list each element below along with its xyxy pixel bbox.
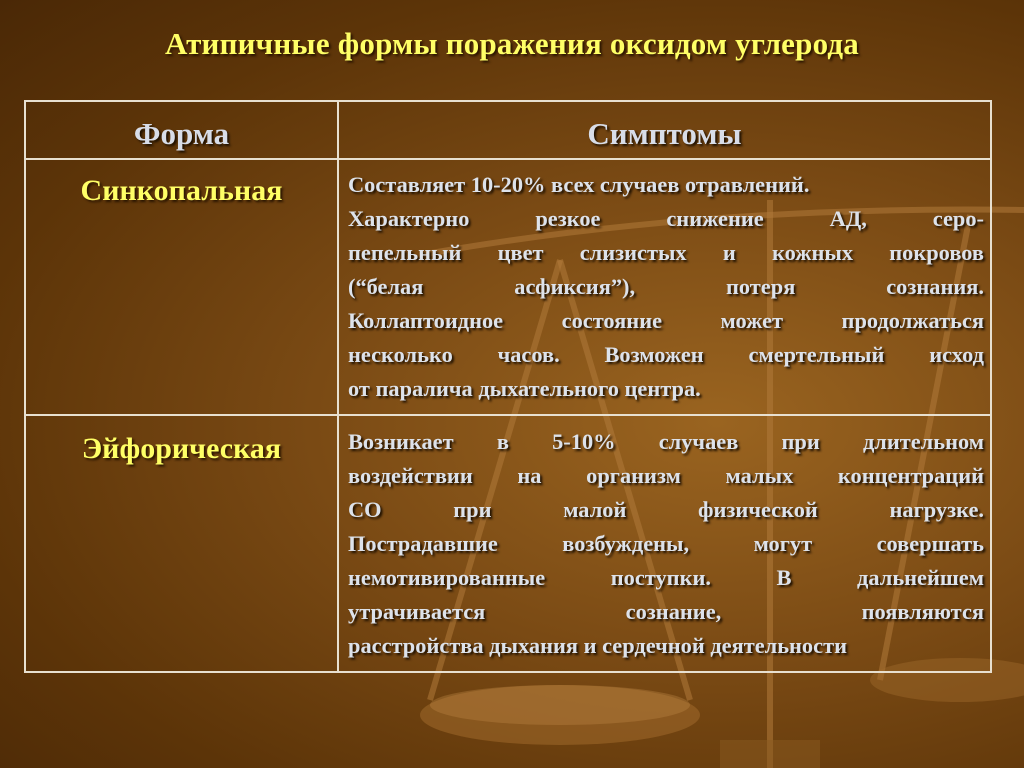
symptoms-cell-euphoric	[348, 425, 984, 663]
symptoms-cell-syncopal	[348, 168, 984, 406]
form-cell-euphoric: Эйфорическая	[81, 432, 282, 465]
symptom-line: Пострадавшие возбуждены, могут совершать	[348, 531, 984, 556]
row-divider	[26, 414, 990, 416]
column-divider	[337, 102, 339, 671]
symptom-line: несколько часов. Возможен смертельный исход	[348, 342, 984, 367]
symptom-line: воздействии на организм малых концентраций	[348, 463, 984, 488]
form-cell-syncopal: Синкопальная	[80, 174, 283, 207]
symptom-line: СО при малой физической нагрузке.	[348, 497, 984, 522]
symptom-line: от паралича дыхательного центра.	[348, 376, 701, 401]
header-form: Форма	[133, 116, 230, 151]
header-symptoms: Симптомы	[587, 116, 742, 151]
symptom-line: утрачивается сознание, появляются	[348, 599, 984, 624]
symptoms-table	[24, 100, 992, 673]
slide-title: Атипичные формы поражения оксидом углерода	[165, 26, 859, 61]
header-divider	[26, 158, 990, 160]
symptom-line: Характерно резкое снижение АД, серо-	[348, 206, 984, 231]
symptom-line: пепельный цвет слизистых и кожных покровов	[348, 240, 984, 265]
symptom-line: Возникает в 5-10% случаев при длительном	[348, 429, 984, 454]
symptom-line: немотивированные поступки. В дальнейшем	[348, 565, 984, 590]
symptom-line: Коллаптоидное состояние может продолжаться	[348, 308, 984, 333]
symptom-line: (“белая асфиксия”), потеря сознания.	[348, 274, 984, 299]
symptom-line: Составляет 10-20% всех случаев отравлений.	[348, 172, 810, 197]
symptom-line: расстройства дыхания и сердечной деятельности	[348, 633, 847, 658]
